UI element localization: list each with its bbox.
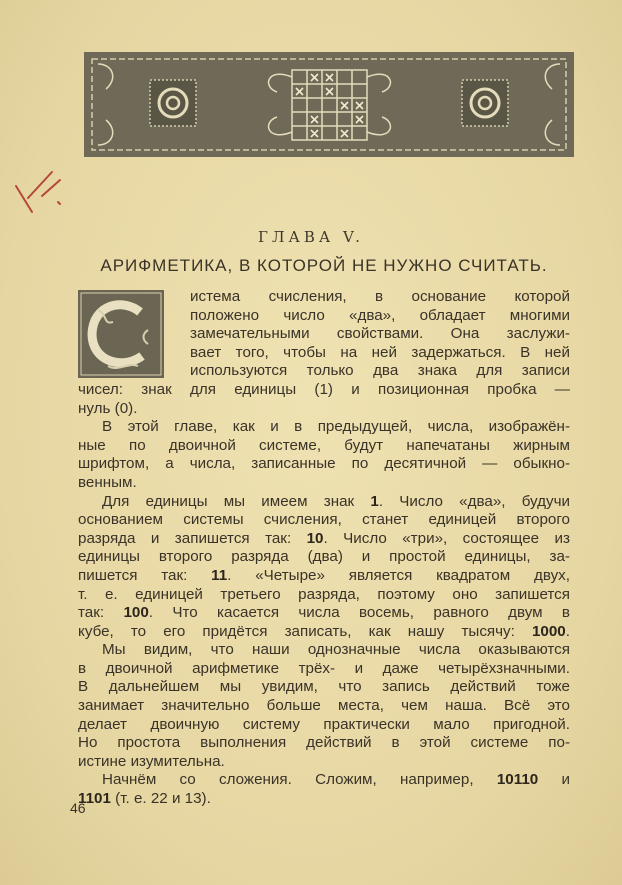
text-segment: венным. bbox=[78, 473, 137, 491]
binary-number: 1101 bbox=[78, 790, 111, 808]
handwritten-pencil-mark bbox=[12, 168, 72, 218]
text-segment: . bbox=[565, 622, 570, 640]
text-line bbox=[78, 623, 570, 642]
binary-number: 11 bbox=[211, 566, 228, 584]
text-segment: замечательными свойствами. Она заслужи- bbox=[190, 325, 570, 343]
text-line bbox=[78, 604, 570, 623]
text-line bbox=[78, 790, 570, 809]
text-line bbox=[78, 307, 570, 326]
text-line bbox=[78, 325, 570, 344]
text-segment: т. е. единицей третьего разряда, поэтому оно запишется bbox=[78, 585, 570, 603]
text-line bbox=[78, 567, 570, 586]
text-line bbox=[78, 288, 570, 307]
text-segment: . Число «три», состоящее из bbox=[323, 529, 570, 547]
ornamental-headpiece bbox=[84, 52, 574, 157]
chapter-label: ГЛАВА V. bbox=[258, 228, 364, 246]
text-segment: чисел: знак для единицы (1) и позиционная пробка — bbox=[78, 380, 570, 398]
text-segment: истине изумительна. bbox=[78, 752, 225, 770]
text-line bbox=[78, 530, 570, 549]
text-line bbox=[78, 697, 570, 716]
text-segment: вает того, чтобы на ней задержаться. В ней bbox=[190, 343, 570, 361]
text-line bbox=[78, 753, 570, 772]
text-segment: основанием системы счисления, станет единицей второго bbox=[78, 511, 570, 529]
text-line bbox=[78, 660, 570, 679]
text-line bbox=[78, 586, 570, 605]
text-line bbox=[78, 418, 570, 437]
text-segment: делает двоичную систему практически мало пригодной. bbox=[78, 715, 570, 733]
text-line bbox=[78, 716, 570, 735]
binary-number: 100 bbox=[123, 604, 149, 622]
text-segment: нуль (0). bbox=[78, 399, 138, 417]
body-text bbox=[78, 288, 570, 809]
text-line bbox=[78, 548, 570, 567]
page-number: 46 bbox=[70, 800, 86, 816]
text-segment: положено число «два», обладает многими bbox=[190, 306, 570, 324]
text-line bbox=[78, 493, 570, 512]
text-segment: истема счисления, в основание которой bbox=[190, 288, 570, 305]
text-segment: (т. е. 22 и 13). bbox=[110, 790, 211, 808]
text-line bbox=[78, 362, 570, 381]
text-line bbox=[78, 381, 570, 400]
binary-number: 1 bbox=[370, 492, 379, 510]
text-segment: . «Четыре» является квадратом двух, bbox=[227, 566, 570, 584]
chapter-title: АРИФМЕТИКА, В КОТОРОЙ НЕ НУЖНО СЧИТАТЬ. bbox=[100, 256, 548, 275]
text-segment: используются только два знака для записи bbox=[190, 362, 570, 380]
text-line bbox=[78, 455, 570, 474]
text-line bbox=[78, 771, 570, 790]
text-segment: занимает значительно больше места, чем наша. Всё это bbox=[78, 697, 570, 715]
binary-number: 1000 bbox=[531, 622, 566, 640]
text-segment: кубе, то его придётся записать, как нашу тысячу: bbox=[78, 622, 532, 640]
text-line bbox=[78, 678, 570, 697]
text-line bbox=[78, 344, 570, 363]
text-segment: Мы видим, что наши однозначные числа оказываются bbox=[102, 641, 570, 659]
text-segment: Начнём со сложения. Сложим, например, bbox=[102, 771, 497, 789]
text-segment: ные по двоичной системе, будут напечатаны жирным bbox=[78, 436, 570, 454]
text-line bbox=[78, 641, 570, 660]
text-line bbox=[78, 734, 570, 753]
text-segment: пишется так: bbox=[78, 566, 212, 584]
binary-number: 10 bbox=[306, 529, 324, 547]
text-line bbox=[78, 511, 570, 530]
text-segment: . Что касается числа восемь, равного двум в bbox=[148, 604, 570, 622]
text-segment: разряда и запишется так: bbox=[78, 529, 307, 547]
text-segment: в двоичной арифметике трёх- и даже четырёхзначными. bbox=[78, 659, 570, 677]
text-segment: В дальнейшем мы увидим, что запись действий тоже bbox=[78, 678, 570, 696]
text-segment: и bbox=[538, 771, 570, 789]
text-segment: . Число «два», будучи bbox=[378, 492, 570, 510]
text-segment: так: bbox=[78, 604, 124, 622]
text-segment: Для единицы мы имеем знак bbox=[102, 492, 371, 510]
text-line bbox=[78, 474, 570, 493]
text-line bbox=[78, 437, 570, 456]
binary-number: 10110 bbox=[496, 771, 539, 789]
text-segment: Но простота выполнения действий в этой системе по- bbox=[78, 734, 570, 752]
text-segment: единицы второго разряда (два) и простой единицы, за- bbox=[78, 548, 570, 566]
text-line bbox=[78, 400, 570, 419]
text-segment: В этой главе, как и в предыдущей, числа, изображён- bbox=[102, 418, 570, 436]
text-segment: шрифтом, а числа, записанные по десятичной — обыкно- bbox=[78, 455, 570, 473]
